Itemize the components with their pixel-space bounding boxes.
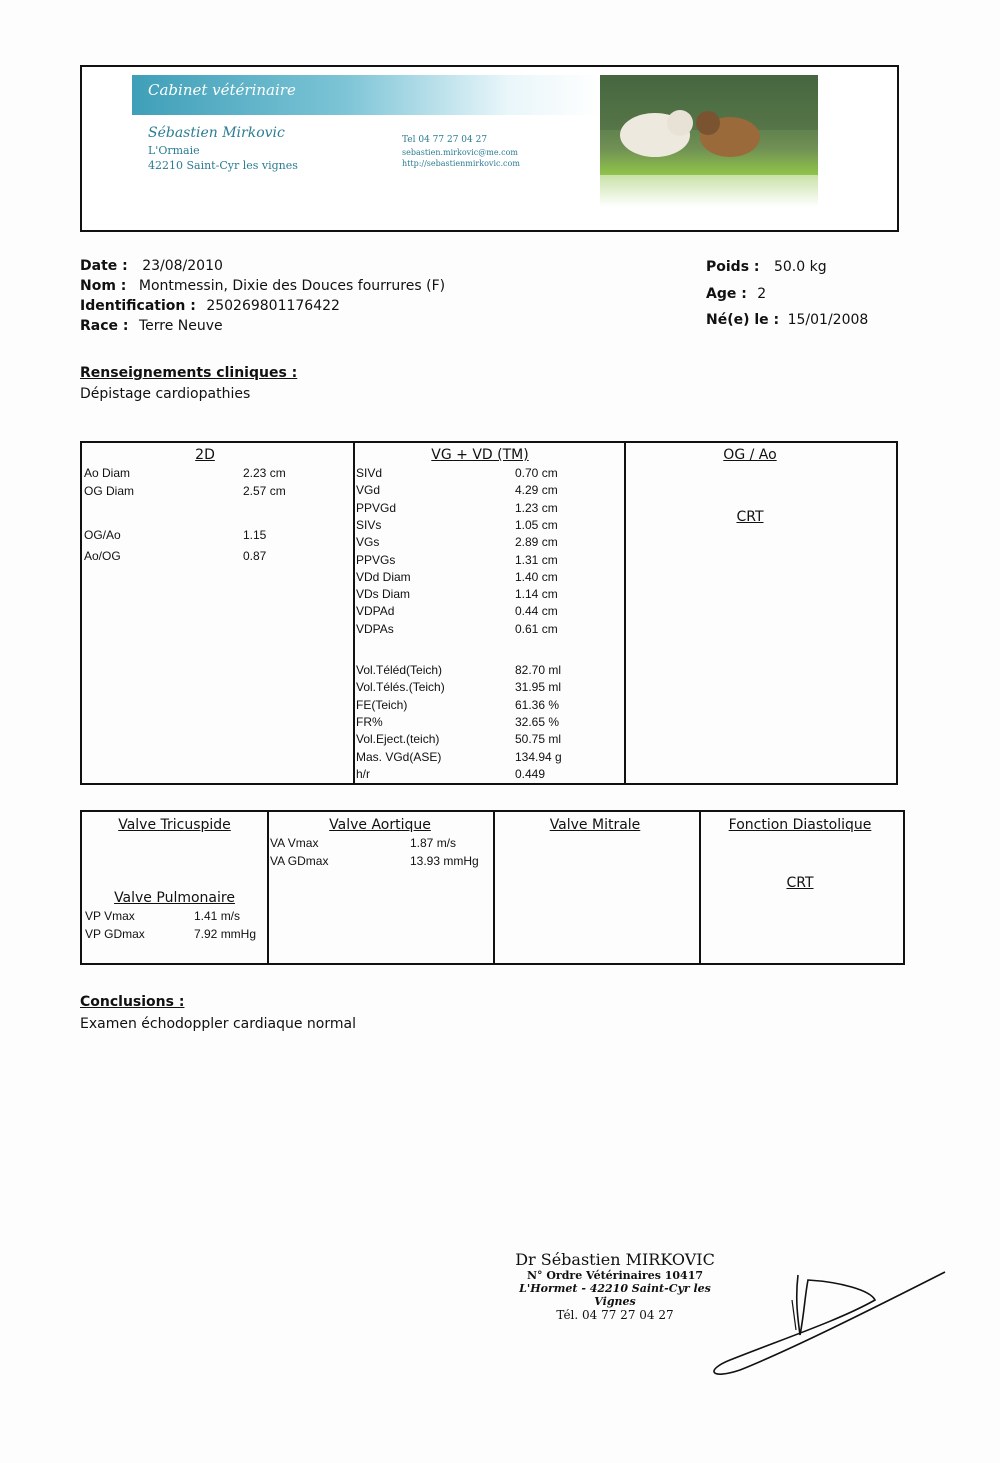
poids-value: 50.0 kg — [773, 259, 827, 275]
ne-value: 15/01/2008 — [787, 312, 869, 328]
diastolique-crt: CRT — [786, 875, 814, 891]
vet-name: Sébastien Mirkovic — [148, 125, 285, 141]
row-value: 7.92 mmHg — [194, 926, 257, 941]
row-label: OG/Ao — [84, 528, 121, 542]
header-diastolique: Fonction Diastolique — [728, 817, 872, 833]
conclusions-text: Examen échodoppler cardiaque normal — [80, 1016, 356, 1032]
poids-row — [706, 259, 827, 275]
banner-title: Cabinet vétérinaire — [148, 81, 296, 99]
age-label: Age : — [706, 286, 747, 302]
row-value: 50.75 ml — [515, 732, 562, 747]
nom-row — [80, 278, 445, 294]
phone: Tel 04 77 27 04 27 — [402, 135, 488, 145]
clinical-text: Dépistage cardiopathies — [80, 386, 251, 402]
row-value: 1.15 — [243, 528, 267, 542]
row-label: VDs Diam — [356, 587, 411, 602]
row-value: 61.36 % — [515, 697, 560, 712]
handwritten-signature — [700, 1260, 960, 1390]
row-label: Vol.Télés.(Teich) — [356, 680, 445, 695]
identification-value: 250269801176422 — [206, 298, 340, 314]
row-label: Mas. VGd(ASE) — [356, 749, 442, 764]
row-value: 31.95 ml — [515, 680, 562, 695]
age-value: 2 — [757, 286, 767, 302]
row-label: SIVd — [356, 466, 383, 480]
address-line1: L'Ormaie — [148, 144, 200, 157]
row-value: 2.57 cm — [243, 483, 286, 498]
row-label: OG Diam — [84, 483, 135, 498]
stamp-name: Dr Sébastien MIRKOVIC — [515, 1250, 715, 1269]
address-line2: 42210 Saint-Cyr les vignes — [148, 159, 298, 172]
age-row — [706, 286, 766, 302]
letterhead-banner — [132, 75, 602, 115]
row-value: 134.94 g — [515, 749, 562, 764]
stamp-ordre: N° Ordre Vétérinaires 10417 — [526, 1269, 704, 1282]
row-label: PPVGd — [356, 500, 397, 515]
date-value: 23/08/2010 — [142, 258, 223, 274]
dogs-photo — [600, 75, 818, 207]
row-label: Vol.Eject.(teich) — [356, 732, 440, 747]
row-label: VA GDmax — [270, 853, 329, 868]
row-label: Vol.Téléd(Teich) — [356, 663, 443, 677]
table2-col-mitrale — [493, 810, 701, 965]
header-tricuspide: Valve Tricuspide — [118, 817, 231, 833]
header-pulmonaire: Valve Pulmonaire — [114, 890, 235, 906]
race-label: Race : — [80, 318, 129, 334]
row-value: 1.40 cm — [515, 569, 558, 584]
nom-value: Montmessin, Dixie des Douces fourrures (F) — [138, 278, 446, 294]
row-label: VP Vmax — [85, 909, 135, 923]
poids-label: Poids : — [706, 259, 760, 275]
email: sebastien.mirkovic@me.com — [402, 148, 518, 157]
row-label: VGd — [356, 483, 381, 498]
identification-row — [80, 298, 340, 314]
row-value: 1.31 cm — [515, 552, 558, 567]
row-label: VDPAs — [356, 621, 394, 636]
row-value: 2.89 cm — [515, 535, 558, 550]
letterhead — [80, 65, 899, 232]
ne-label: Né(e) le : — [706, 312, 780, 328]
ogao-crt: CRT — [736, 509, 764, 525]
identification-label: Identification : — [80, 298, 196, 314]
row-value: 1.87 m/s — [410, 836, 457, 850]
row-label: SIVs — [356, 517, 382, 532]
row-label: VGs — [356, 535, 380, 550]
row-label: VP GDmax — [85, 926, 145, 941]
row-value: 0.61 cm — [515, 621, 558, 636]
row-value: 1.05 cm — [515, 517, 558, 532]
row-label: Ao Diam — [84, 466, 131, 480]
row-value: 4.29 cm — [515, 483, 558, 498]
row-value: 1.41 m/s — [194, 909, 241, 923]
clinical-title: Renseignements cliniques : — [80, 365, 298, 381]
race-value: Terre Neuve — [138, 318, 223, 334]
website: http://sebastienmirkovic.com — [402, 159, 520, 168]
table2-col-aortique — [267, 810, 495, 965]
row-label: PPVGs — [356, 552, 396, 567]
conclusions-title: Conclusions : — [80, 994, 185, 1010]
stamp-tel: Tél. 04 77 27 04 27 — [556, 1308, 674, 1322]
row-value: 1.14 cm — [515, 587, 558, 602]
row-value: 0.70 cm — [515, 466, 558, 480]
row-value: 0.44 cm — [515, 604, 558, 619]
header-aortique: Valve Aortique — [329, 817, 431, 833]
header-mitrale: Valve Mitrale — [549, 817, 641, 833]
row-value: 1.23 cm — [515, 500, 558, 515]
nom-label: Nom : — [80, 278, 127, 294]
row-label: Ao/OG — [84, 549, 121, 563]
date-label: Date : — [80, 258, 128, 274]
row-label: VDd Diam — [356, 569, 411, 584]
row-value: 0.449 — [515, 766, 546, 781]
row-value: 32.65 % — [515, 714, 560, 729]
table1-col-ogao — [624, 441, 898, 785]
row-value: 13.93 mmHg — [410, 853, 479, 868]
row-label: VA Vmax — [270, 836, 319, 850]
row-value: 82.70 ml — [515, 663, 562, 677]
header-ogao: OG / Ao — [723, 447, 777, 463]
header-2d: 2D — [195, 447, 215, 463]
row-value: 0.87 — [243, 549, 267, 563]
row-label: h/r — [356, 766, 371, 781]
stamp-address: L'Hormet - 42210 Saint-Cyr les Vignes — [519, 1282, 711, 1308]
row-value: 2.23 cm — [243, 466, 286, 480]
table2-col-tricuspide — [80, 810, 269, 965]
row-label: VDPAd — [356, 604, 395, 619]
header-vgvd: VG + VD (TM) — [431, 447, 529, 463]
row-label: FE(Teich) — [356, 697, 408, 712]
ne-row — [706, 312, 868, 328]
row-label: FR% — [356, 714, 383, 729]
vet-stamp — [505, 1250, 725, 1322]
race-row — [80, 318, 223, 334]
date-row — [80, 258, 223, 274]
